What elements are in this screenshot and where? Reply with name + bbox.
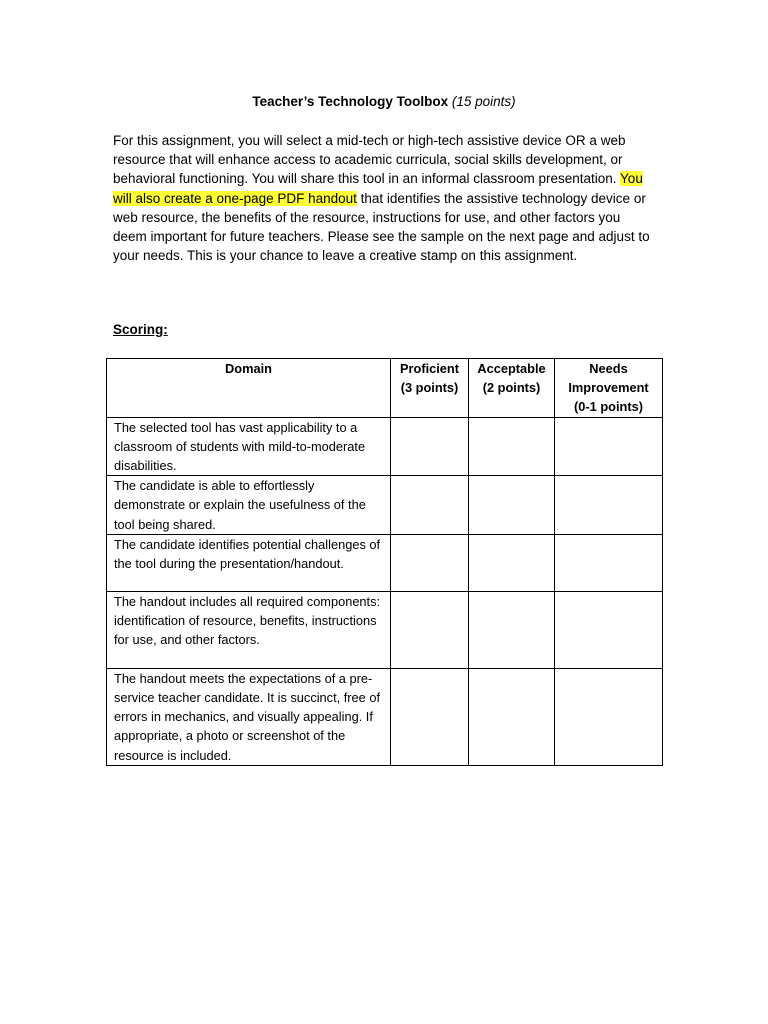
table-row [107, 668, 663, 765]
proficient-cell [391, 534, 469, 591]
needs-improvement-cell [555, 668, 663, 765]
acceptable-cell [469, 476, 555, 535]
title-points: (15 points) [451, 94, 516, 109]
header-proficient: Proficient (3 points) [391, 359, 469, 418]
assignment-paragraph [113, 131, 653, 265]
proficient-cell [391, 417, 469, 476]
criterion-cell: The handout includes all required components: identification of resource, benefits, instructions for use, and other factors. [107, 591, 391, 668]
acceptable-cell [469, 534, 555, 591]
table-row [107, 417, 663, 476]
header-acceptable: Acceptable (2 points) [469, 359, 555, 418]
proficient-cell [391, 668, 469, 765]
proficient-cell [391, 591, 469, 668]
paragraph-start: For this assignment, you will select a mid-tech or high-tech assistive device OR a web resource that will enhance access to academic curricula, social skills development, or behavioral functioning. You will share this tool in an informal classroom presentation. [113, 133, 626, 187]
criterion-cell: The candidate identifies potential challenges of the tool during the presentation/handout. [107, 534, 391, 591]
paragraph-end: that identifies the assistive technology device or web resource, the benefits of the resource, instructions for use, and other factors you deem important for future teachers. Please see the sample on the next page and adjust to your needs. This is your chance to leave a creative stamp on this assignment. [113, 190, 650, 264]
document-title [0, 93, 768, 111]
rubric-header-row [107, 359, 663, 418]
scoring-heading: Scoring: [113, 322, 168, 337]
acceptable-cell [469, 591, 555, 668]
acceptable-cell [469, 668, 555, 765]
needs-improvement-cell [555, 534, 663, 591]
needs-improvement-cell [555, 591, 663, 668]
title-text: Teacher’s Technology Toolbox [252, 94, 449, 109]
criterion-cell: The handout meets the expectations of a pre-service teacher candidate. It is succinct, free of errors in mechanics, and visually appealing. If appropriate, a photo or screenshot of the resource is included. [107, 668, 391, 765]
header-needs-improvement: Needs Improvement (0-1 points) [555, 359, 663, 418]
table-row [107, 591, 663, 668]
needs-improvement-cell [555, 417, 663, 476]
header-domain: Domain [107, 359, 391, 418]
proficient-cell [391, 476, 469, 535]
table-row [107, 534, 663, 591]
highlighted-text: You will also create a one-page PDF handout [113, 171, 643, 206]
scoring-rubric-table [106, 358, 663, 766]
needs-improvement-cell [555, 476, 663, 535]
acceptable-cell [469, 417, 555, 476]
table-row [107, 476, 663, 535]
criterion-cell: The selected tool has vast applicability to a classroom of students with mild-to-moderate disabilities. [107, 417, 391, 476]
criterion-cell: The candidate is able to effortlessly demonstrate or explain the usefulness of the tool being shared. [107, 476, 391, 535]
